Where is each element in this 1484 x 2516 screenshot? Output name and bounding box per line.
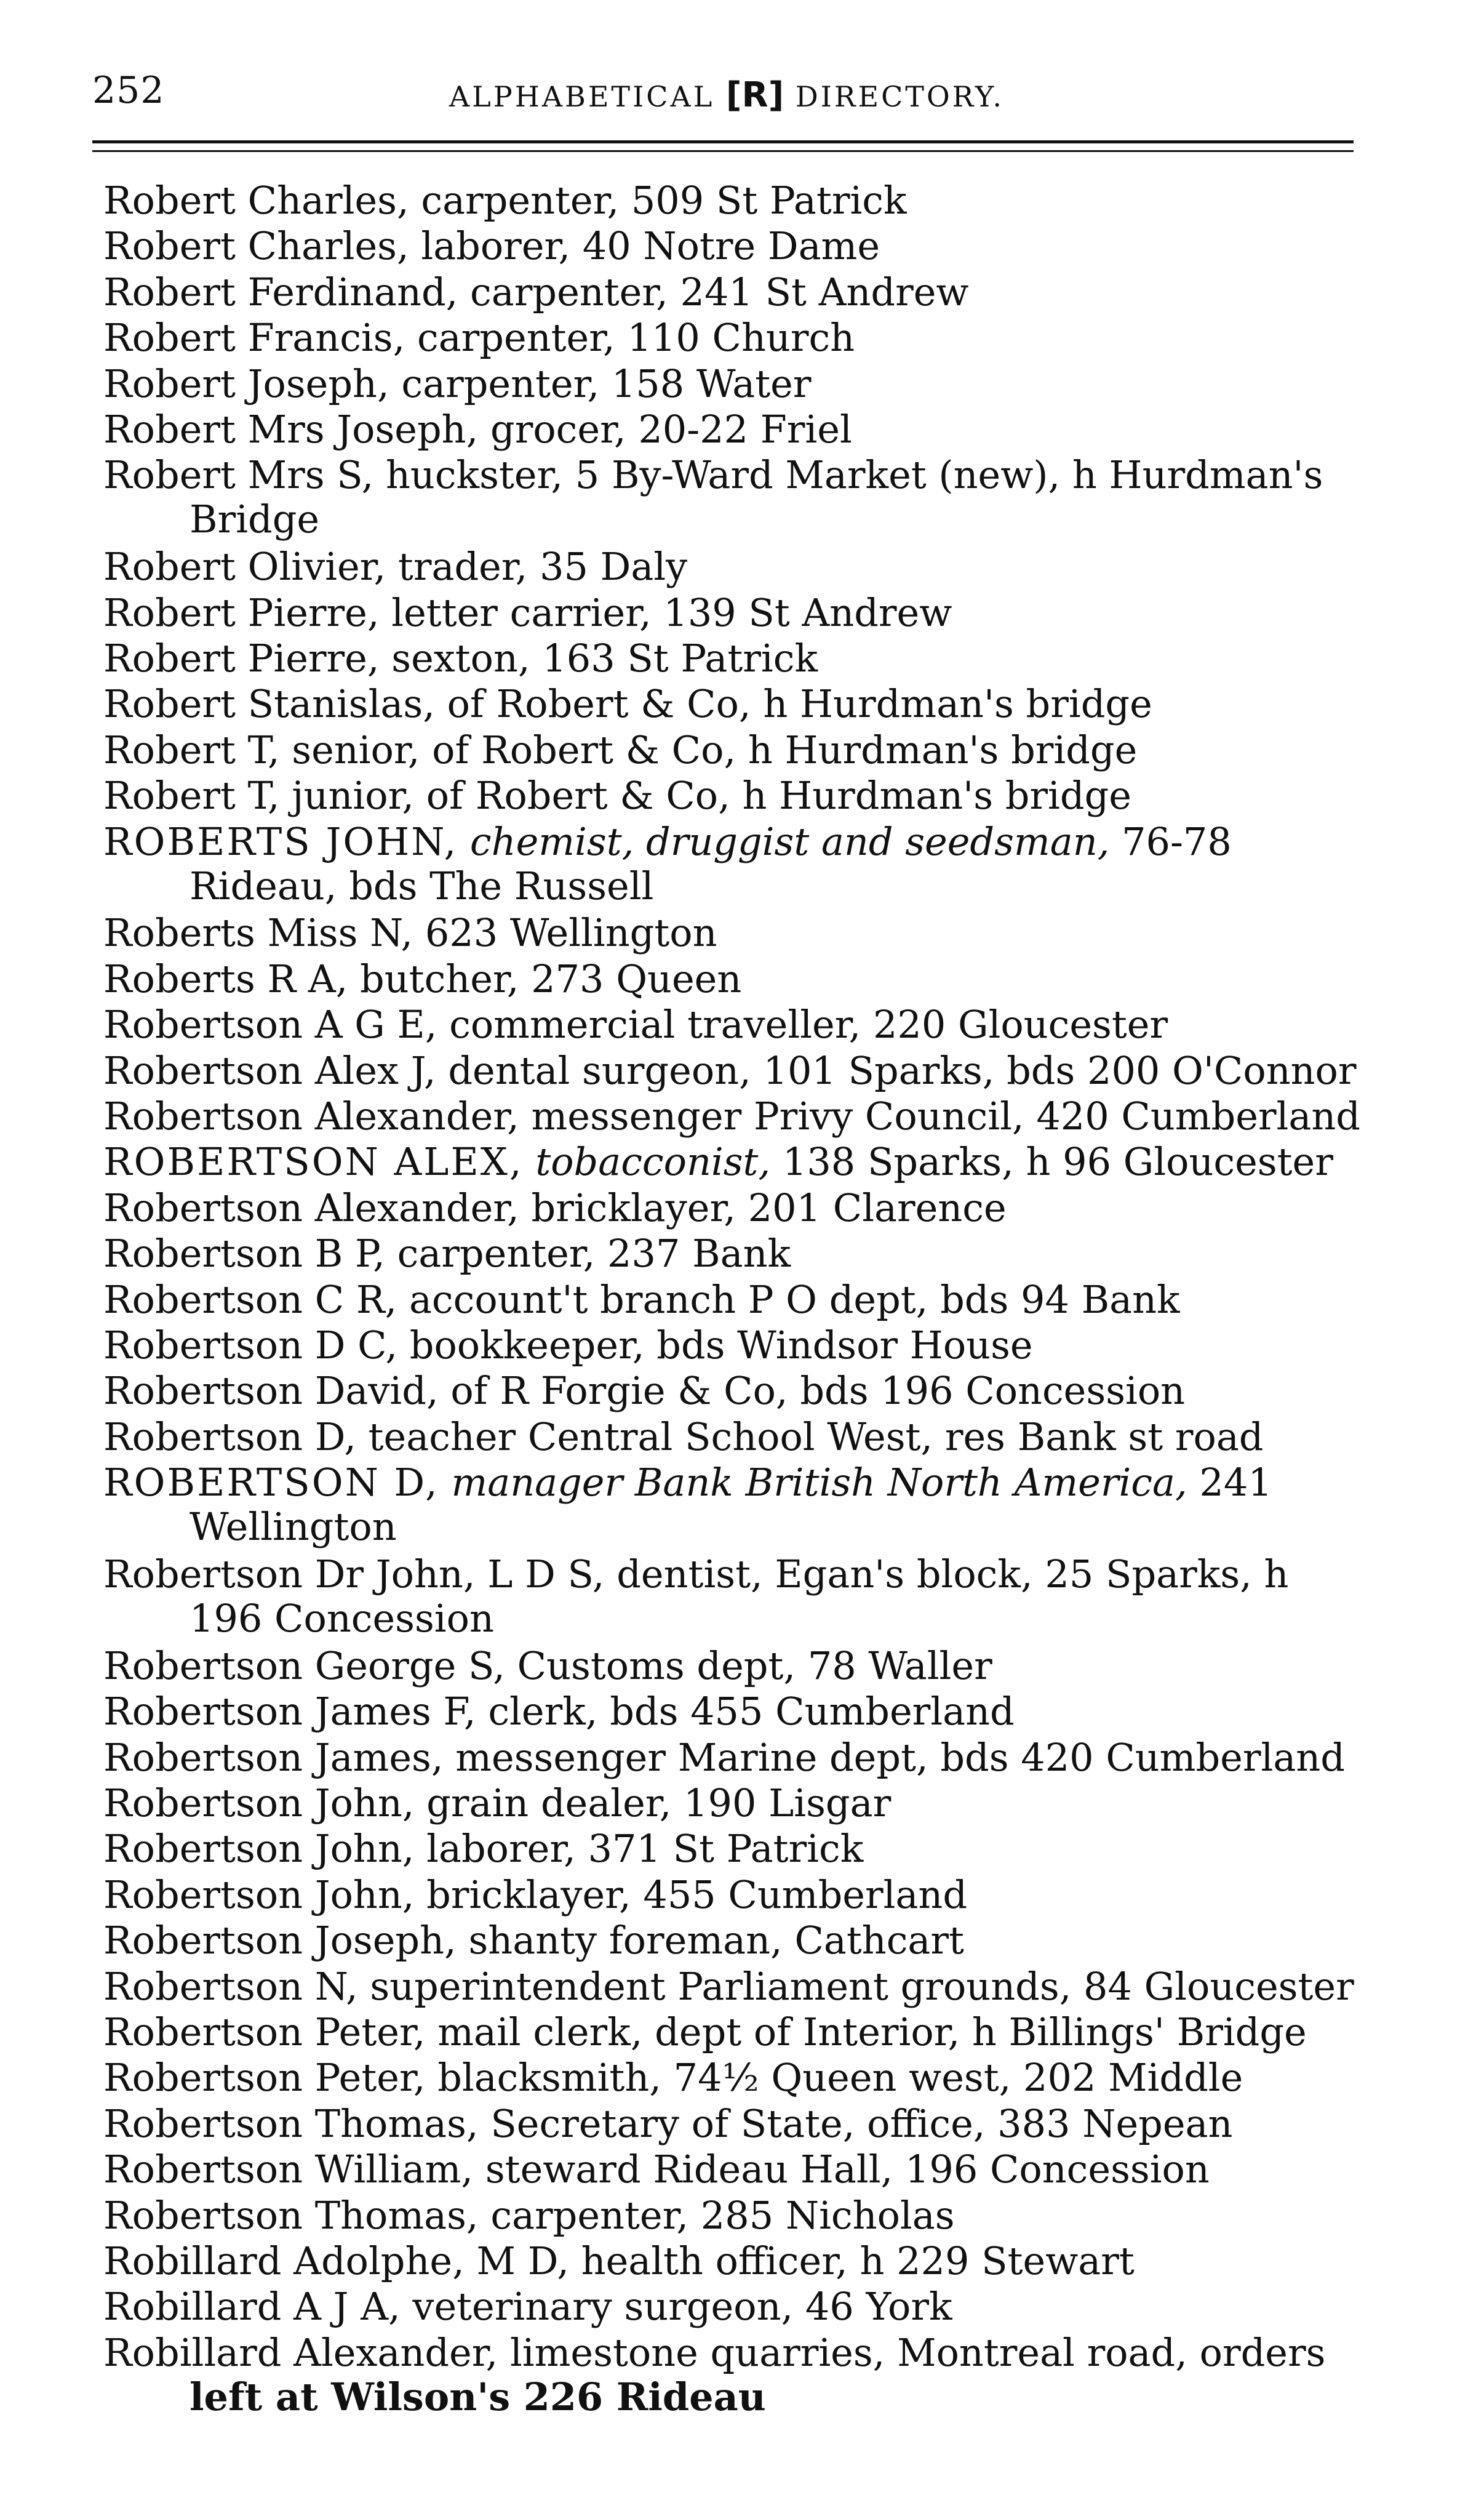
running-head-before: ALPHABETICAL bbox=[449, 80, 715, 113]
directory-entry bbox=[103, 1918, 1371, 1963]
entry-text: Robert Ferdinand, carpenter, 241 St Andrew bbox=[103, 270, 969, 314]
directory-entry bbox=[103, 316, 1371, 360]
entry-text: Robertson Peter, mail clerk, dept of Interior, h Billings' Bridge bbox=[103, 2009, 1307, 2054]
directory-entry bbox=[103, 774, 1371, 818]
entry-text: Robert Mrs S, huckster, 5 By-Ward Market (new), h Hurdman's bbox=[103, 452, 1323, 497]
directory-entry bbox=[103, 1323, 1371, 1368]
entry-text: Roberts Miss N, 623 Wellington bbox=[103, 910, 717, 955]
entry-occupation: manager Bank British North America, bbox=[451, 1460, 1187, 1505]
entry-text: Robert Pierre, letter carrier, 139 St Andrew bbox=[103, 590, 952, 635]
entry-text: Robert Charles, carpenter, 509 St Patrick bbox=[103, 178, 907, 223]
entry-text: Robertson Alexander, bricklayer, 201 Clarence bbox=[103, 1185, 1007, 1230]
directory-entry bbox=[103, 270, 1371, 314]
directory-entry bbox=[103, 2102, 1371, 2146]
entry-address: 241 bbox=[1199, 1460, 1272, 1505]
entry-text: Robert T, junior, of Robert & Co, h Hurdman's bridge bbox=[103, 773, 1131, 818]
directory-entry bbox=[103, 1369, 1371, 1413]
running-head-after: DIRECTORY. bbox=[795, 80, 1004, 113]
entry-text: Robert Joseph, carpenter, 158 Water bbox=[103, 361, 812, 406]
directory-entry bbox=[103, 1232, 1371, 1276]
entry-name: ROBERTSON D, bbox=[103, 1460, 439, 1505]
entry-text: Robertson John, laborer, 371 St Patrick bbox=[103, 1826, 864, 1871]
entry-occupation: tobacconist, bbox=[535, 1139, 771, 1184]
directory-entry bbox=[103, 1736, 1371, 1780]
directory-entry bbox=[103, 1781, 1371, 1825]
entry-text: Robert Charles, laborer, 40 Notre Dame bbox=[103, 223, 880, 268]
directory-entry bbox=[103, 591, 1371, 635]
entry-text: Robertson James, messenger Marine dept, bds 420 Cumberland bbox=[103, 1735, 1345, 1780]
entry-continuation: 196 Concession bbox=[189, 1596, 494, 1641]
directory-entry bbox=[103, 2285, 1371, 2329]
directory-entry bbox=[103, 2331, 1371, 2419]
entry-text: Robertson B P, carpenter, 237 Bank bbox=[103, 1231, 791, 1276]
directory-entry bbox=[103, 1552, 1371, 1641]
entry-name: ROBERTSON ALEX, bbox=[103, 1139, 524, 1184]
directory-entry bbox=[103, 407, 1371, 452]
entry-text: Robertson Thomas, Secretary of State, office, 383 Nepean bbox=[103, 2101, 1233, 2146]
directory-entry bbox=[103, 728, 1371, 772]
entry-text: Robertson Alexander, messenger Privy Council, 420 Cumberland bbox=[103, 1094, 1360, 1139]
directory-entries bbox=[0, 178, 1484, 2486]
entry-text: Robert Mrs Joseph, grocer, 20-22 Friel bbox=[103, 407, 852, 452]
directory-entry bbox=[103, 1140, 1371, 1184]
directory-entry bbox=[103, 2239, 1371, 2283]
entry-text: Robertson N, superintendent Parliament grounds, 84 Gloucester bbox=[103, 1964, 1354, 2009]
entry-text: Robert Olivier, trader, 35 Daly bbox=[103, 544, 688, 589]
running-head bbox=[449, 75, 1004, 115]
entry-text: Robertson John, bricklayer, 455 Cumberland bbox=[103, 1872, 968, 1917]
directory-entry bbox=[103, 545, 1371, 589]
directory-entry bbox=[103, 1827, 1371, 1871]
entry-text: Robertson William, steward Rideau Hall, 196 Concession bbox=[103, 2147, 1210, 2192]
header-rule-thick bbox=[92, 140, 1354, 143]
entry-text: Robertson David, of R Forgie & Co, bds 196 Concession bbox=[103, 1368, 1186, 1413]
directory-entry bbox=[103, 1278, 1371, 1322]
directory-entry bbox=[103, 820, 1371, 908]
directory-entry bbox=[103, 1003, 1371, 1047]
entry-text: Robillard A J A, veterinary surgeon, 46 York bbox=[103, 2284, 952, 2329]
entry-text: Robertson D C, bookkeeper, bds Windsor House bbox=[103, 1323, 1033, 1368]
running-head-letter: [R] bbox=[725, 75, 784, 115]
directory-entry bbox=[103, 1873, 1371, 1917]
header-rule-thin bbox=[92, 150, 1354, 152]
entry-text: Robertson John, grain dealer, 190 Lisgar bbox=[103, 1781, 892, 1825]
entry-occupation: chemist, druggist and seedsman, bbox=[469, 819, 1110, 864]
entry-text: Roberts R A, butcher, 273 Queen bbox=[103, 956, 742, 1001]
directory-entry bbox=[103, 1094, 1371, 1139]
page-number: 252 bbox=[92, 69, 165, 112]
directory-entry bbox=[103, 1186, 1371, 1230]
directory-entry bbox=[103, 2056, 1371, 2100]
entry-text: Robert Francis, carpenter, 110 Church bbox=[103, 315, 855, 360]
directory-entry bbox=[103, 1049, 1371, 1093]
directory-entry bbox=[103, 682, 1371, 726]
entry-text: Robertson Alex J, dental surgeon, 101 Sparks, bds 200 O'Connor bbox=[103, 1048, 1357, 1093]
entry-address: 76-78 bbox=[1122, 819, 1232, 864]
directory-entry bbox=[103, 453, 1371, 542]
directory-entry bbox=[103, 1415, 1371, 1459]
entry-text: Robertson A G E, commercial traveller, 220 Gloucester bbox=[103, 1002, 1168, 1047]
directory-entry bbox=[103, 911, 1371, 955]
directory-entry bbox=[103, 224, 1371, 268]
entry-text: Robert Pierre, sexton, 163 St Patrick bbox=[103, 636, 818, 681]
entry-address: 138 Sparks, h 96 Gloucester bbox=[782, 1139, 1333, 1184]
entry-continuation: Bridge bbox=[189, 497, 320, 542]
entry-text: Robertson George S, Customs dept, 78 Waller bbox=[103, 1643, 992, 1688]
directory-entry bbox=[103, 957, 1371, 1001]
directory-entry bbox=[103, 362, 1371, 406]
entry-text: Robertson Dr John, L D S, dentist, Egan's block, 25 Sparks, h bbox=[103, 1552, 1289, 1597]
directory-entry bbox=[103, 2010, 1371, 2054]
directory-entry bbox=[103, 2193, 1371, 2238]
entry-text: Robert Stanislas, of Robert & Co, h Hurdman's bridge bbox=[103, 681, 1152, 726]
entry-text: Robertson Thomas, carpenter, 285 Nicholas bbox=[103, 2193, 955, 2238]
page-header bbox=[92, 69, 1360, 124]
entry-continuation: left at Wilson's 226 Rideau bbox=[189, 2374, 766, 2419]
directory-entry bbox=[103, 178, 1371, 223]
entry-text: Robertson C R, account't branch P O dept, bds 94 Bank bbox=[103, 1277, 1180, 1322]
directory-entry bbox=[103, 1460, 1371, 1549]
directory-entry bbox=[103, 1644, 1371, 1688]
directory-entry bbox=[103, 1689, 1371, 1734]
entry-text: Robertson Peter, blacksmith, 74½ Queen west, 202 Middle bbox=[103, 2055, 1243, 2100]
entry-text: Robertson D, teacher Central School West, res Bank st road bbox=[103, 1414, 1264, 1459]
directory-entry bbox=[103, 636, 1371, 681]
directory-entry bbox=[103, 1965, 1371, 2009]
entry-continuation: Wellington bbox=[189, 1504, 397, 1549]
entry-continuation: Rideau, bds The Russell bbox=[189, 863, 654, 908]
entry-text: Robertson James F, clerk, bds 455 Cumberland bbox=[103, 1689, 1015, 1734]
directory-entry bbox=[103, 2147, 1371, 2192]
entry-text: Robillard Adolphe, M D, health officer, h 229 Stewart bbox=[103, 2238, 1135, 2283]
entry-name: ROBERTS JOHN, bbox=[103, 819, 458, 864]
entry-text: Robert T, senior, of Robert & Co, h Hurdman's bridge bbox=[103, 727, 1138, 772]
entry-text: Robertson Joseph, shanty foreman, Cathcart bbox=[103, 1918, 964, 1963]
entry-text: Robillard Alexander, limestone quarries, Montreal road, orders bbox=[103, 2330, 1326, 2375]
